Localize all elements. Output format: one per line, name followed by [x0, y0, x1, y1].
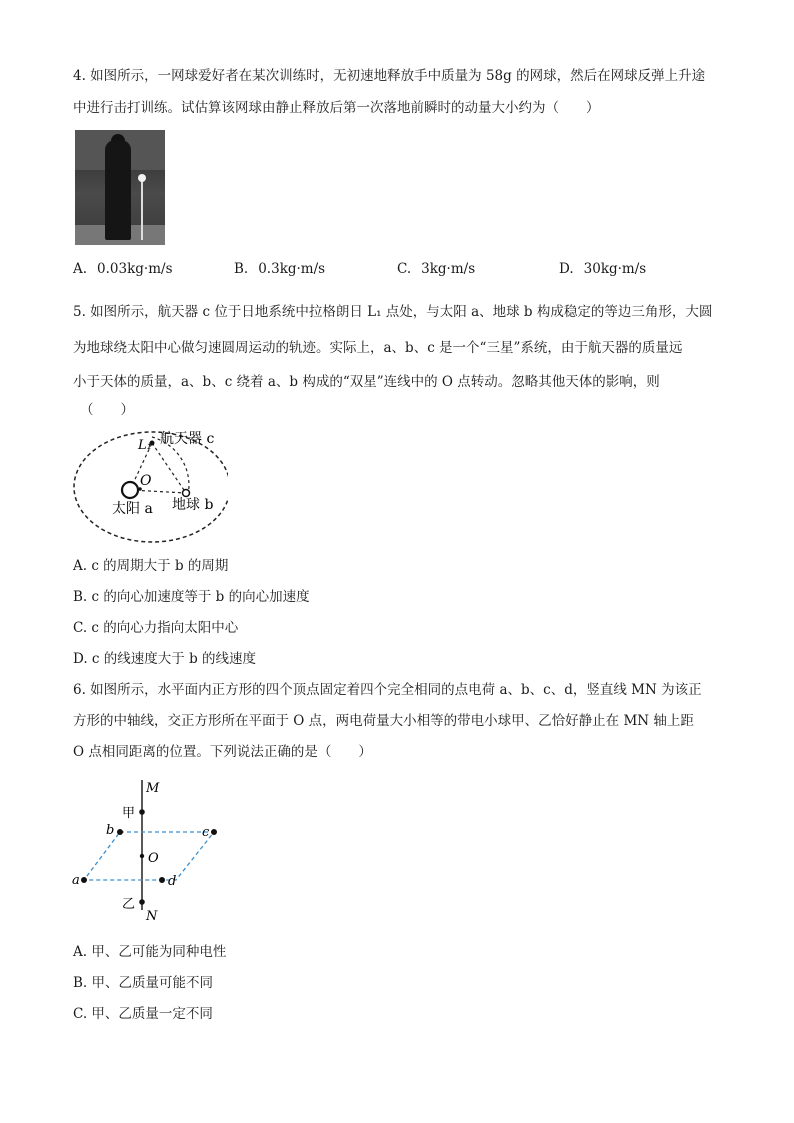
charge-a [81, 877, 87, 883]
sun-label: 太阳 a [112, 501, 153, 517]
q5-stem-line-1: 5. 如图所示，航天器 c 位于日地系统中拉格朗日 L₁ 点处，与太阳 a、地球 b 构成稳定的等边三角形，大圆 [73, 304, 713, 320]
ball-yi [139, 899, 145, 905]
label-n: N [146, 909, 158, 924]
q6-option-a[interactable]: A. 甲、乙可能为同种电性 [73, 944, 227, 960]
q5-option-b[interactable]: B. c 的向心加速度等于 b 的向心加速度 [73, 589, 310, 605]
q4-option-b[interactable]: B. 0.3kg·m/s [234, 261, 326, 277]
charge-b [117, 829, 123, 835]
q5-stem-line-3: 小于天体的质量，a、b、c 绕着 a、b 构成的“双星”连线中的 O 点转动。忽略其他天体的影响，则 [73, 374, 660, 390]
sun-marker [122, 482, 138, 498]
q4-stem-line-2: 中进行击打训练。试估算该网球由静止释放后第一次落地前瞬时的动量大小约为（ ） [73, 100, 600, 116]
q5-option-c[interactable]: C. c 的向心力指向太阳中心 [73, 620, 239, 636]
q5-stem-line-2: 为地球绕太阳中心做匀速圆周运动的轨迹。实际上，a、b、c 是一个“三星”系统，由于航天器的质量远 [73, 340, 683, 356]
label-yi: 乙 [122, 897, 136, 912]
q6-option-b[interactable]: B. 甲、乙质量可能不同 [73, 975, 214, 991]
q5-stem-line-4: （ ） [80, 402, 134, 418]
q6-option-c[interactable]: C. 甲、乙质量一定不同 [73, 1006, 213, 1022]
spacecraft-label: 航天器 c [160, 431, 215, 447]
q5-option-d[interactable]: D. c 的线速度大于 b 的线速度 [73, 651, 257, 667]
q4-option-a[interactable]: A. 0.03kg·m/s [73, 261, 173, 277]
q4-option-c[interactable]: C. 3kg·m/s [397, 261, 476, 277]
label-c: c [202, 825, 210, 840]
label-m: M [146, 781, 160, 796]
point-o [140, 854, 144, 858]
label-b: b [106, 823, 115, 838]
l1-label: L₁ [138, 438, 152, 453]
q6-stem-line-2: 方形的中轴线，交正方形所在平面于 O 点，两电荷量大小相等的带电小球甲、乙恰好静止在 MN 轴上距 [73, 713, 694, 729]
q5-option-a[interactable]: A. c 的周期大于 b 的周期 [73, 558, 229, 574]
earth-label: 地球 b [172, 497, 214, 513]
label-o: O [148, 851, 159, 866]
label-a: a [72, 873, 80, 888]
charge-c [211, 829, 217, 835]
q4-stem-line-1: 4. 如图所示，一网球爱好者在某次训练时，无初速地释放手中质量为 58g 的网球，然后在网球反弹上升途 [73, 68, 706, 84]
q4-tennis-photo [75, 130, 165, 245]
l1-to-earth-line [152, 443, 186, 493]
earth-marker [183, 490, 190, 497]
q6-charge-diagram [66, 772, 226, 932]
charge-d [159, 877, 165, 883]
ball-jia [139, 809, 145, 815]
o-label: O [140, 473, 152, 489]
label-jia: 甲 [122, 806, 136, 821]
q6-stem-line-3: O 点相同距离的位置。下列说法正确的是（ ） [73, 744, 372, 760]
q4-option-d[interactable]: D. 30kg·m/s [559, 261, 647, 277]
q5-orbit-diagram [68, 425, 228, 545]
label-d: d [168, 874, 177, 889]
q6-stem-line-1: 6. 如图所示，水平面内正方形的四个顶点固定着四个完全相同的点电荷 a、b、c、d，竖直线 MN 为该正 [73, 682, 702, 698]
